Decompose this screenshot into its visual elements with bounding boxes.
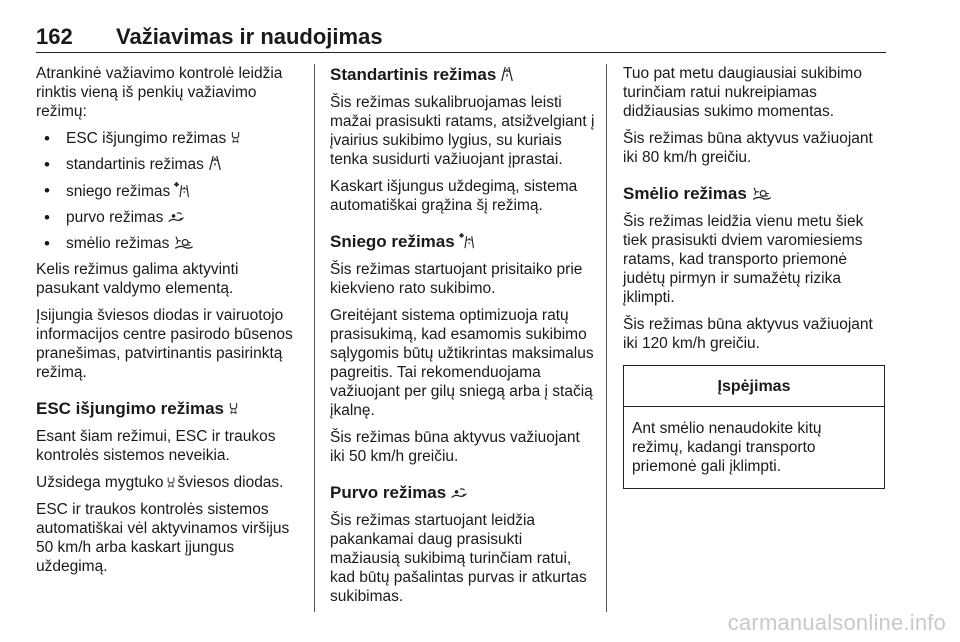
snow-icon (459, 232, 476, 249)
heading-text: Smėlio režimas (623, 184, 747, 203)
sand-icon (751, 186, 772, 201)
mode-label: ESC išjungimo režimas (66, 130, 227, 147)
list-item (36, 208, 302, 227)
mode-label: standartinis režimas (66, 156, 204, 173)
paragraph: Tuo pat metu daugiausiai sukibimo turinčiam ratui nukreipiamas didžiausias sukimo momentas. (623, 65, 862, 120)
section-heading-snow (330, 231, 596, 252)
mode-label: purvo režimas (66, 209, 164, 226)
mode-label: sniego režimas (66, 183, 171, 200)
text-fragment: Užsidega mygtuko (36, 474, 164, 491)
list-item (36, 234, 302, 253)
list-item (36, 129, 302, 148)
bullet: • (44, 208, 50, 227)
intro-paragraph: Atrankinė važiavimo kontrolė leidžia rinktis vieną iš penkių važiavimo režimų: (36, 65, 283, 120)
watermark: carmanualsonline.info (727, 610, 946, 635)
bullet: • (44, 155, 50, 174)
road-icon (500, 66, 514, 82)
paragraph: Šis režimas būna aktyvus važiuojant iki 120 km/h greičiu. (623, 316, 873, 352)
heading-text: ESC išjungimo režimas (36, 399, 224, 418)
heading-text: Purvo režimas (330, 483, 447, 502)
paragraph: Greitėjant sistema optimizuoja ratų prasisukimą, kad esamomis sukibimo sąlygomis būtų užtikrintas maksimalus pagreitis. Tai rekomenduojama važiuojant per gilų sniegą arba į stačią įkalnę. (330, 307, 594, 419)
heading-text: Sniego režimas (330, 232, 455, 251)
page-title: Važiavimas ir naudojimas (116, 24, 383, 49)
paragraph: Šis režimas startuojant prisitaiko prie kiekvieno rato sukibimo. (330, 261, 583, 297)
paragraph: Šis režimas leidžia vienu metu šiek tiek prasisukti dviem varomiesiems ratams, kad transporto priemonė judėtų pirmyn ir sumažėtų rizika įklimpti. (623, 213, 864, 306)
paragraph: ESC ir traukos kontrolės sistemos automatiškai vėl aktyvinamos viršijus 50 km/h arba kaskart įjungus uždegimą. (36, 501, 290, 575)
column-divider (606, 64, 607, 612)
paragraph (36, 473, 302, 492)
warning-box (623, 365, 885, 489)
section-heading-mud (330, 482, 596, 503)
mud-icon (450, 487, 468, 500)
page-number: 162 (36, 24, 73, 49)
road-icon (208, 155, 222, 171)
warning-title: Įspėjimas (624, 366, 884, 407)
section-heading-sand (623, 183, 885, 204)
column-divider (314, 64, 315, 612)
column-right (623, 64, 885, 489)
snow-icon (174, 181, 191, 198)
bullet: • (44, 129, 50, 148)
paragraph: Šis režimas startuojant leidžia pakankamai daug prasisukti mažiausią sukibimą turinčiam ratui, kad būtų pašalintas purvas ir atkurtas sukibimas. (330, 512, 587, 605)
list-item (36, 181, 302, 201)
mode-list (36, 129, 302, 253)
text-fragment: šviesos diodas. (177, 474, 284, 491)
section-heading-esc (36, 398, 302, 419)
section-heading-standard (330, 64, 596, 85)
column-middle (330, 64, 596, 614)
paragraph: Įsijungia šviesos diodas ir vairuotojo informacijos centre pasirodo būsenos pranešimas, patvirtinantis pasirinktą režimą. (36, 307, 293, 381)
paragraph: Šis režimas būna aktyvus važiuojant iki 80 km/h greičiu. (623, 130, 873, 166)
list-item (36, 155, 302, 174)
bullet: • (44, 181, 50, 200)
mud-icon (167, 211, 185, 224)
paragraph: Šis režimas būna aktyvus važiuojant iki 50 km/h greičiu. (330, 429, 580, 465)
esc-off-icon (230, 130, 241, 145)
column-left (36, 64, 302, 584)
paragraph: Esant šiam režimui, ESC ir traukos kontrolės sistemos neveikia. (36, 428, 276, 464)
esc-off-icon (228, 401, 239, 416)
sand-icon (173, 235, 194, 250)
paragraph: Šis režimas sukalibruojamas leisti mažai prasisukti ratams, atsižvelgiant į įvairius sukibimo lygius, su kuriais tenka susidurti važiuojant įprastai. (330, 94, 595, 168)
mode-label: smėlio režimas (66, 235, 170, 252)
esc-off-icon (166, 476, 176, 489)
heading-text: Standartinis režimas (330, 65, 497, 84)
page-header (36, 24, 886, 53)
bullet: • (44, 234, 50, 253)
paragraph: Kelis režimus galima aktyvinti pasukant valdymo elementą. (36, 261, 239, 297)
paragraph: Kaskart išjungus uždegimą, sistema automatiškai grąžina šį režimą. (330, 178, 578, 214)
warning-text: Ant smėlio nenaudokite kitų režimų, kadangi transporto priemonė gali įklimpti. (632, 420, 822, 475)
